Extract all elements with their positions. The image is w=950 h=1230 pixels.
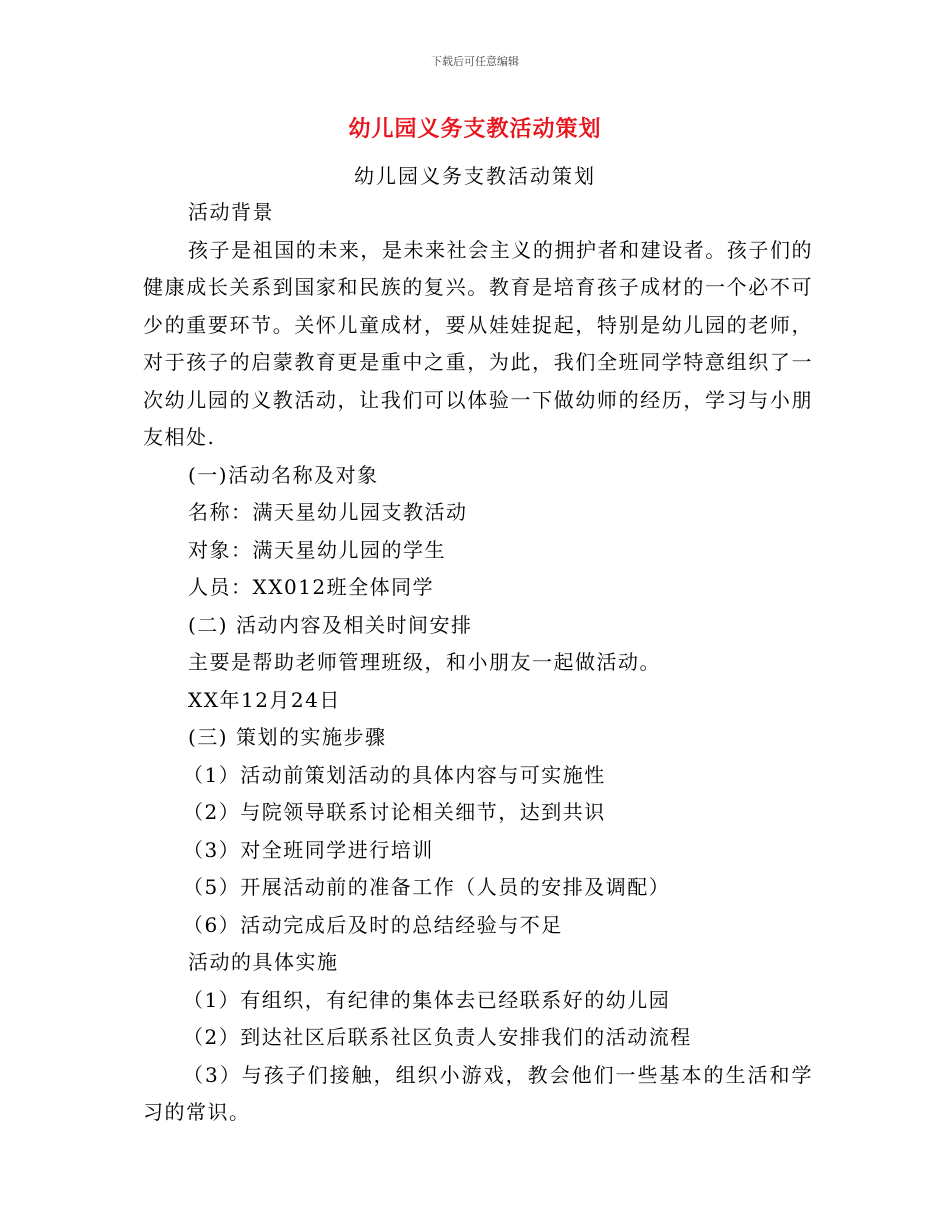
implementation-heading: 活动的具体实施: [188, 950, 339, 974]
step-item: （6）活动完成后及时的总结经验与不足: [183, 912, 563, 937]
activity-name: 名称：满天星幼儿园支教活动: [188, 500, 468, 524]
part1-heading: (一)活动名称及对象: [188, 462, 379, 487]
step-item: （3）对全班同学进行培训: [183, 837, 434, 862]
part2-heading: (二) 活动内容及相关时间安排: [188, 612, 473, 637]
document-subtitle: 幼儿园义务支教活动策划: [354, 164, 596, 188]
document-title: 幼儿园义务支教活动策划: [348, 117, 602, 142]
header-note: 下载后可任意编辑: [431, 55, 519, 68]
background-paragraph: 孩子是祖国的未来，是未来社会主义的拥护者和建设者。孩子们的健康成长关系到国家和民族的复兴。教育是培育孩子成材的一个必不可少的重要环节。关怀儿童成材，要从娃娃捉起，特别是幼儿园的老师，对于孩子的启蒙教育更是重中之重，为此，我们全班同学特意组织了一次幼儿园的义教活动，让我们可以体验一下做幼师的经历，学习与小朋友相处.: [143, 237, 813, 449]
implementation-item-last: （3）与孩子们接触，组织小游戏，教会他们一些基本的生活和学习的常识。: [143, 1062, 813, 1124]
background-heading: 活动背景: [188, 200, 274, 224]
step-item: （5）开展活动前的准备工作（人员的安排及调配）: [183, 875, 671, 899]
part3-heading: (三) 策划的实施步骤: [188, 725, 387, 749]
activity-target: 对象：满天星幼儿园的学生: [188, 537, 446, 562]
activity-date: XX年12月24日: [188, 687, 341, 712]
step-item: （2）与院领导联系讨论相关细节，达到共识: [183, 800, 606, 824]
document-body: [143, 194, 813, 1132]
implementation-item: （1）有组织，有纪律的集体去已经联系好的幼儿园: [183, 987, 671, 1012]
step-item: （1）活动前策划活动的具体内容与可实施性: [183, 762, 606, 787]
implementation-item: （2）到达社区后联系社区负责人安排我们的活动流程: [183, 1025, 692, 1049]
activity-content: 主要是帮助老师管理班级，和小朋友一起做活动。: [188, 650, 661, 674]
activity-people: 人员：XX012班全体同学: [188, 575, 435, 599]
